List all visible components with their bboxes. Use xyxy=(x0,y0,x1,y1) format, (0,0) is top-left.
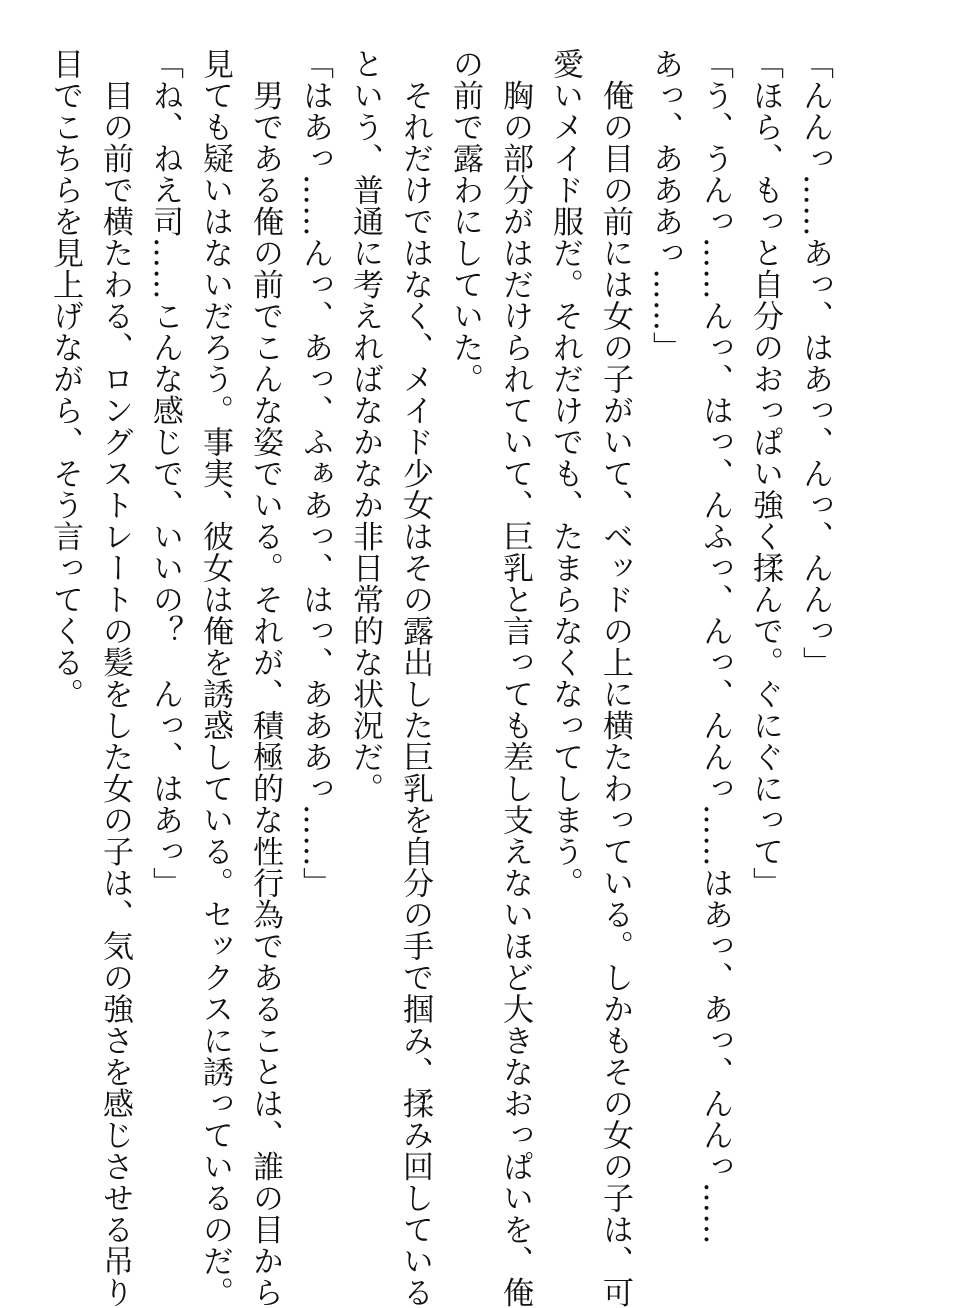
text-line: 「んんっ……あっ、はあっ、んっ、んんっ」 xyxy=(797,48,833,678)
text-line: 「ね、ねえ司……こんな感じで、いいの？ んっ、はあっ」 xyxy=(147,48,183,899)
text-line: あっ、あああっ……」 xyxy=(647,48,683,363)
text-line: 「ほら、もっと自分のおっぱい強く揉んで。ぐにぐにって」 xyxy=(747,48,783,899)
vertical-text-body xyxy=(40,48,840,1308)
text-line: 目でこちらを見上げながら、そう言ってくる。 xyxy=(47,48,83,710)
text-line: という、普通に考えればなかなか非日常的な状況だ。 xyxy=(347,48,383,804)
text-line: 「う、うんっ……んっ、はっ、んふっ、んっ、んんっ……はあっ、あっ、んんっ…… xyxy=(697,48,733,1245)
text-line: 目の前で横たわる、ロングストレートの髪をした女の子は、気の強さを感じさせる吊り xyxy=(97,48,133,1308)
text-line: 俺の目の前には女の子がいて、ベッドの上に横たわっている。しかもその女の子は、可 xyxy=(597,48,633,1308)
text-line: 愛いメイド服だ。それだけでも、たまらなくなってしまう。 xyxy=(547,48,583,899)
text-line: 胸の部分がはだけられていて、巨乳と言っても差し支えないほど大きなおっぱいを、俺 xyxy=(497,48,533,1308)
text-line: 男である俺の前でこんな姿でいる。それが、積極的な性行為であることは、誰の目から xyxy=(247,48,283,1308)
text-line: の前で露わにしていた。 xyxy=(447,48,483,395)
text-line: 「はあっ……んっ、あっ、ふぁあっ、はっ、あああっ……」 xyxy=(297,48,333,899)
text-line: 見ても疑いはないだろう。事実、彼女は俺を誘惑している。セックスに誘っているのだ。 xyxy=(197,48,233,1308)
text-line: それだけではなく、メイド少女はその露出した巨乳を自分の手で掴み、揉み回している xyxy=(397,48,433,1308)
